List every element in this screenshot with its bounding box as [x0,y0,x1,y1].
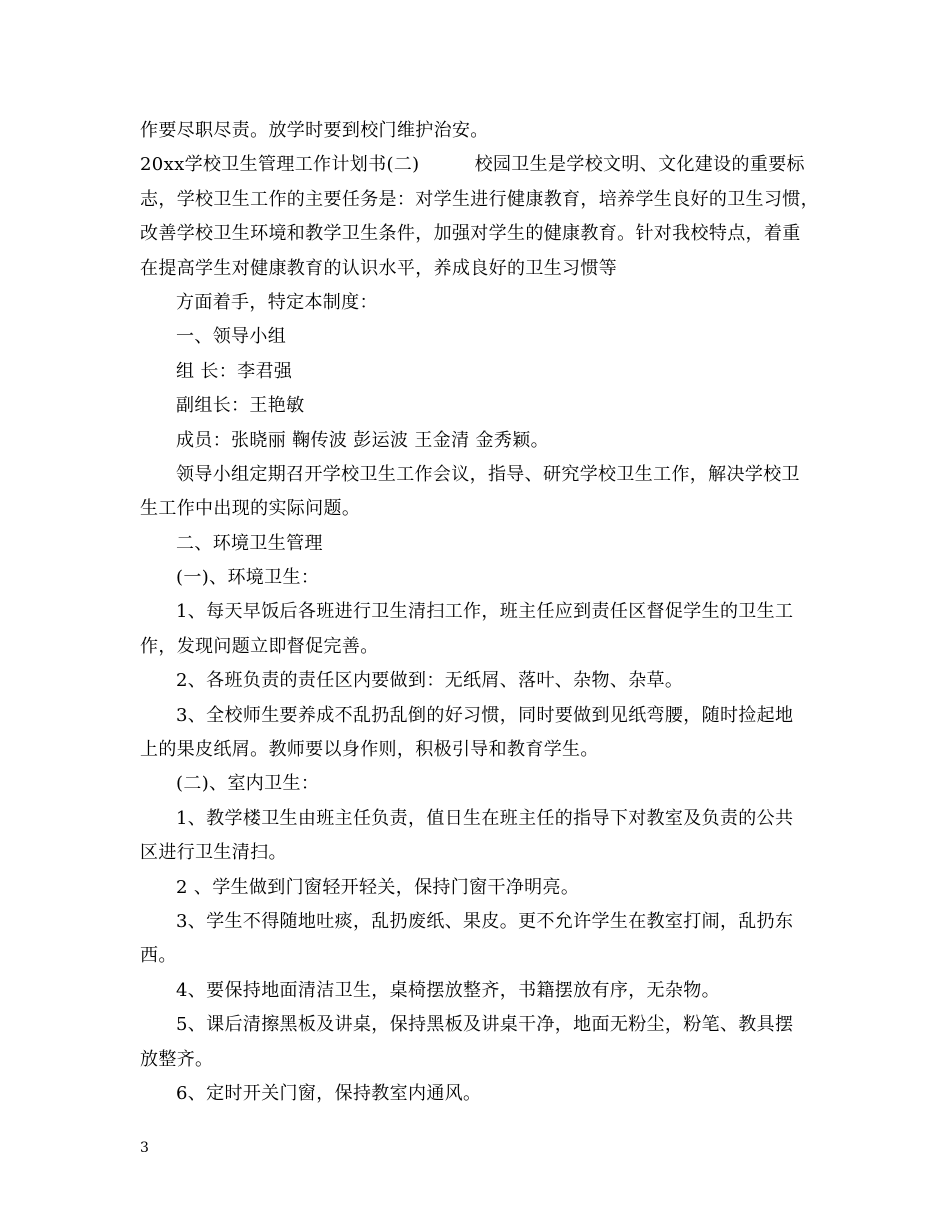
document-body [140,114,820,1111]
text-line: 区进行卫生清扫。 [140,842,287,864]
text-line: (二)、室内卫生： [176,773,320,795]
text-line: (一)、环境卫生： [176,567,320,589]
text-line: 放整齐。 [140,1048,214,1070]
text-line: 作，发现问题立即督促完善。 [140,635,379,657]
text-line: 二、环境卫生管理 [176,532,323,554]
text-line: 志，学校卫生工作的主要任务是：对学生进行健康教育，培养学生良好的卫生习惯， [140,188,819,210]
text-line: 改善学校卫生环境和教学卫生条件，加强对学生的健康教育。针对我校特点，着重 [140,223,801,245]
page-number: 3 [140,1140,149,1156]
text-line: 作要尽职尽责。放学时要到校门维护治安。 [140,120,489,141]
text-line: 2 、学生做到门窗轻开轻关，保持门窗干净明亮。 [176,876,580,898]
text-line: 2、各班负责的责任区内要做到：无纸屑、落叶、杂物、杂草。 [176,670,684,692]
text-line: 成员：张晓丽 鞠传波 彭运波 王金清 金秀颖。 [176,429,549,451]
text-line: 20xx学校卫生管理工作计划书(二) 校园卫生是学校文明、文化建设的重要标 [140,154,805,176]
text-line: 1、每天早饭后各班进行卫生清扫工作，班主任应到责任区督促学生的卫生工 [176,601,794,623]
text-line: 西。 [140,945,177,967]
text-line: 在提高学生对健康教育的认识水平，养成良好的卫生习惯等 [140,257,618,279]
text-line: 副组长：王艳敏 [176,395,305,417]
text-line: 方面着手，特定本制度： [176,291,378,313]
text-line: 生工作中出现的实际问题。 [140,498,361,520]
text-line: 5、课后清擦黑板及讲桌，保持黑板及讲桌干净，地面无粉尘，粉笔、教具摆 [176,1014,794,1036]
text-line: 3、全校师生要养成不乱扔乱倒的好习惯，同时要做到见纸弯腰，随时捡起地 [176,704,794,726]
text-line: 一、领导小组 [176,326,287,348]
text-line: 组 长：李君强 [176,360,293,382]
text-line: 6、定时开关门窗，保持教室内通风。 [176,1082,482,1104]
text-line: 1、教学楼卫生由班主任负责，值日生在班主任的指导下对教室及负责的公共 [176,807,794,829]
text-line: 3、学生不得随地吐痰，乱扔废纸、果皮。更不允许学生在教室打闹，乱扔东 [176,910,794,932]
text-line: 上的果皮纸屑。教师要以身作则，积极引导和教育学生。 [140,739,599,761]
text-line: 4、要保持地面清洁卫生，桌椅摆放整齐，书籍摆放有序，无杂物。 [176,979,720,1001]
text-line: 领导小组定期召开学校卫生工作会议，指导、研究学校卫生工作，解决学校卫 [176,463,800,485]
